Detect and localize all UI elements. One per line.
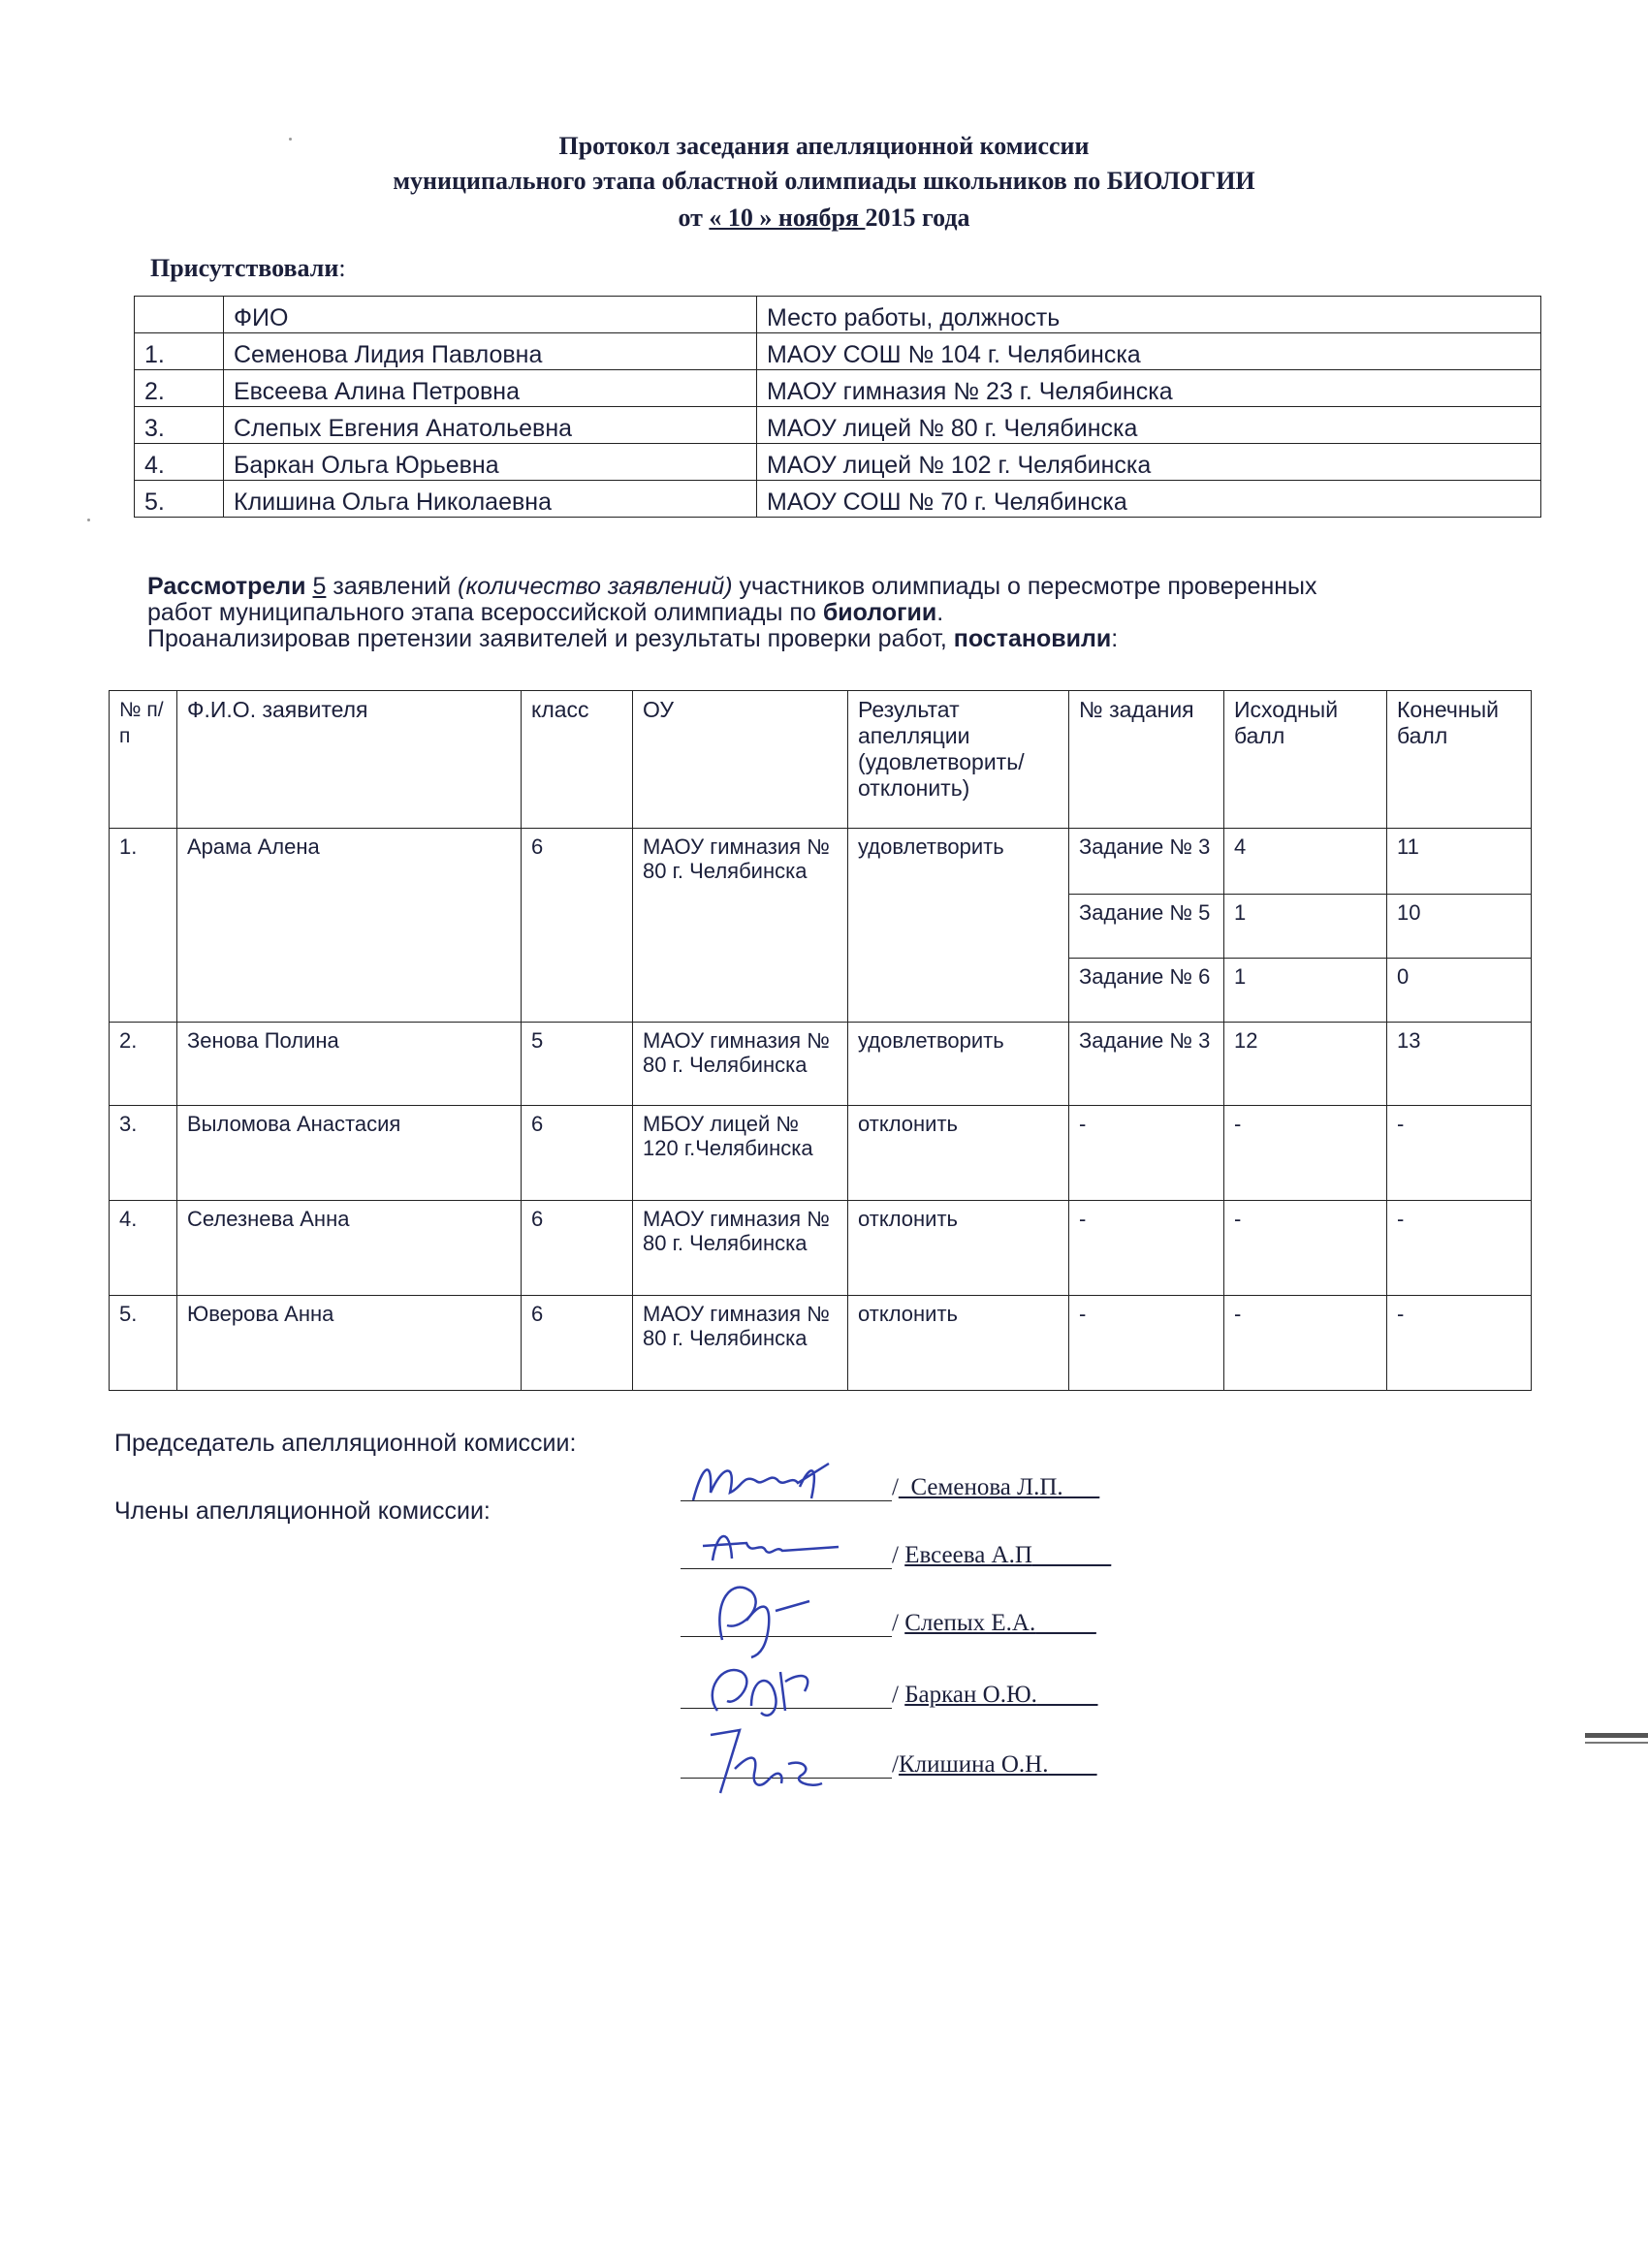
document-title-line2: муниципального этапа областной олимпиады школьников по БИОЛОГИИ: [393, 167, 1255, 195]
chair-signature: [683, 1454, 848, 1512]
header-initial: Исходный балл: [1224, 691, 1387, 829]
table-row: 1. Арама Алена 6 МАОУ гимназия № 80 г. Челябинска удовлетворить Задание № 3 4 11: [110, 829, 1532, 895]
header-name: Ф.И.О. заявителя: [177, 691, 522, 829]
table-row: 3. Выломова Анастасия 6 МБОУ лицей № 120 г.Челябинска отклонить - - -: [110, 1106, 1532, 1201]
members-table: [134, 296, 1541, 518]
scan-edge-mark: [1585, 1733, 1648, 1738]
header-task: № задания: [1069, 691, 1224, 829]
scan-edge-mark: [1585, 1742, 1648, 1744]
table-row: 1. Семенова Лидия Павловна МАОУ СОШ № 104 г. Челябинска: [135, 333, 1541, 370]
appeals-count: 5: [312, 573, 327, 600]
decision-line: Проанализировав претензии заявителей и результаты проверки работ, постановили:: [147, 625, 1119, 652]
table-subrow: Задание № 6 1 0: [110, 959, 1532, 1023]
signature-line-member: /Клишина О.Н.____: [681, 1750, 1154, 1779]
header-grade: класс: [522, 691, 633, 829]
signature-line-member: / Слепых Е.А._____: [681, 1609, 1154, 1637]
member-signature: [696, 1716, 841, 1808]
header-number: № п/п: [110, 691, 177, 829]
scan-speck: [87, 519, 90, 521]
signature-line-member: / Евсеева А.П ______: [681, 1541, 1154, 1569]
header-fio: ФИО: [224, 297, 757, 333]
table-header-row: [110, 691, 1532, 829]
table-row: 2. Евсеева Алина Петровна МАОУ гимназия № 23 г. Челябинска: [135, 370, 1541, 407]
appeals-table: [109, 690, 1532, 1391]
document-date: от « 10 » ноября 2015 года: [678, 204, 970, 232]
table-row: 5. Клишина Ольга Николаевна МАОУ СОШ № 70 г. Челябинска: [135, 481, 1541, 518]
subject-line: работ муниципального этапа всероссийской олимпиады по биологии.: [147, 599, 944, 626]
present-label: Присутствовали:: [150, 254, 346, 282]
table-row: 2. Зенова Полина 5 МАОУ гимназия № 80 г. Челябинска удовлетворить Задание № 3 12 13: [110, 1023, 1532, 1106]
header-work: Место работы, должность: [757, 297, 1541, 333]
chair-label: Председатель апелляционной комиссии:: [114, 1430, 577, 1457]
header-school: ОУ: [633, 691, 848, 829]
date-day: « 10 » ноября: [709, 204, 866, 232]
table-header-row: [135, 297, 1541, 333]
header-result: Результат апелляции (удовлетворить/ отклонить): [848, 691, 1069, 829]
table-row: 5. Юверова Анна 6 МАОУ гимназия № 80 г. Челябинска отклонить - - -: [110, 1296, 1532, 1391]
table-subrow: Задание № 5 1 10: [110, 895, 1532, 959]
signature-line-member: / Баркан О.Ю._____: [681, 1681, 1154, 1709]
table-row: 4. Баркан Ольга Юрьевна МАОУ лицей № 102 г. Челябинска: [135, 444, 1541, 481]
member-signature: [693, 1572, 829, 1659]
table-row: 3. Слепых Евгения Анатольевна МАОУ лицей № 80 г. Челябинска: [135, 407, 1541, 444]
header-final: Конечный балл: [1387, 691, 1532, 829]
document-title-line1: Протокол заседания апелляционной комиссии: [558, 132, 1090, 160]
member-signature: [693, 1522, 848, 1570]
reviewed-line: Рассмотрели 5 заявлений (количество заявлений) участников олимпиады о пересмотре проверенных: [147, 573, 1317, 600]
member-signature: [693, 1653, 839, 1725]
members-label: Члены апелляционной комиссии:: [114, 1497, 491, 1525]
table-row: 4. Селезнева Анна 6 МАОУ гимназия № 80 г. Челябинска отклонить - - -: [110, 1201, 1532, 1296]
signature-line-chair: /_Семенова Л.П.___: [681, 1473, 1154, 1501]
